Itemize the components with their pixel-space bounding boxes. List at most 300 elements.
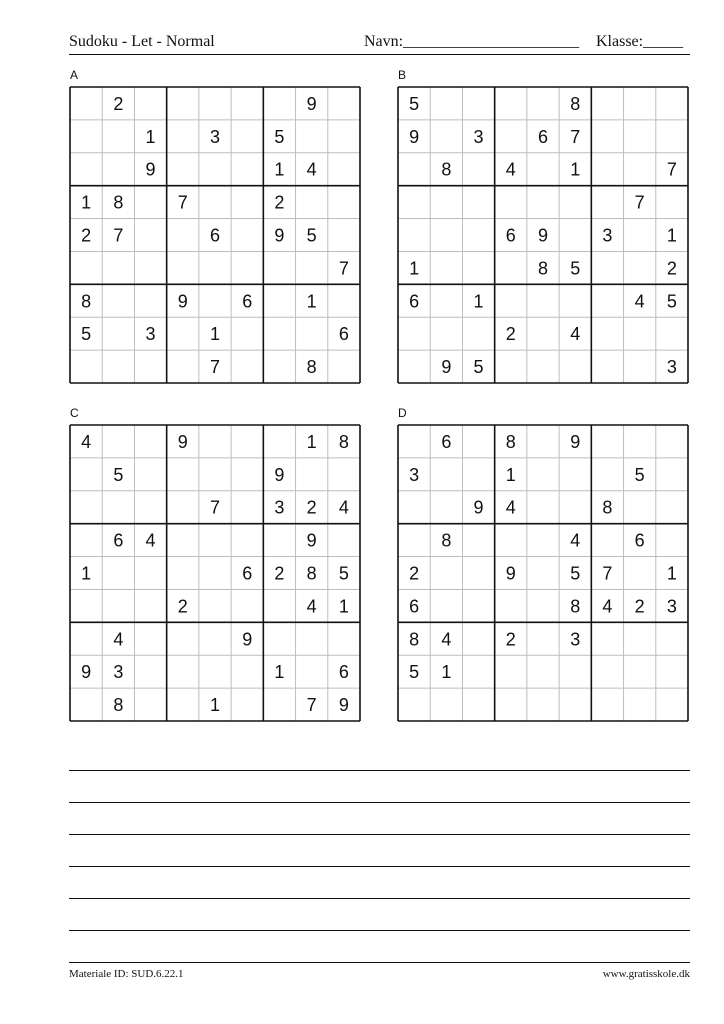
sudoku-cell[interactable] xyxy=(591,317,623,350)
sudoku-cell[interactable] xyxy=(328,87,360,120)
given-digit: 4 xyxy=(602,596,613,617)
given-digit: 1 xyxy=(145,126,156,147)
given-digit: 8 xyxy=(441,530,452,551)
sudoku-cell[interactable] xyxy=(199,655,231,688)
sudoku-cell[interactable] xyxy=(656,688,688,721)
sudoku-cell[interactable] xyxy=(527,350,559,383)
sudoku-cell[interactable] xyxy=(199,153,231,186)
sudoku-cell[interactable] xyxy=(167,219,199,252)
writing-line[interactable] xyxy=(69,866,690,867)
sudoku-board xyxy=(397,424,689,722)
sudoku-cell[interactable] xyxy=(231,317,263,350)
given-digit: 5 xyxy=(81,324,92,345)
sudoku-cell[interactable] xyxy=(199,458,231,491)
sudoku-cell[interactable] xyxy=(591,284,623,317)
sudoku-cell[interactable] xyxy=(263,589,295,622)
sudoku-cell[interactable] xyxy=(495,688,527,721)
sudoku-cell[interactable] xyxy=(134,251,166,284)
given-digit: 7 xyxy=(177,192,188,213)
sudoku-cell[interactable] xyxy=(328,120,360,153)
given-digit: 5 xyxy=(570,258,581,279)
given-digit: 2 xyxy=(274,192,285,213)
sudoku-cell[interactable] xyxy=(231,458,263,491)
sudoku-cell[interactable] xyxy=(263,284,295,317)
sudoku-cell[interactable] xyxy=(134,491,166,524)
sudoku-cell[interactable] xyxy=(591,251,623,284)
website-link[interactable]: www.gratisskole.dk xyxy=(602,968,690,980)
sudoku-cell[interactable] xyxy=(462,622,494,655)
given-digit: 3 xyxy=(666,357,677,378)
sudoku-cell[interactable] xyxy=(296,622,328,655)
sudoku-cell[interactable] xyxy=(296,251,328,284)
sudoku-cell[interactable] xyxy=(167,317,199,350)
sudoku-cell[interactable] xyxy=(591,688,623,721)
given-digit: 4 xyxy=(145,530,156,551)
sudoku-cell[interactable] xyxy=(70,153,102,186)
sudoku-cell[interactable] xyxy=(328,219,360,252)
sudoku-cell[interactable] xyxy=(624,557,656,590)
sudoku-cell[interactable] xyxy=(527,186,559,219)
sudoku-cell[interactable] xyxy=(591,186,623,219)
given-digit: 6 xyxy=(537,126,549,147)
given-digit: 2 xyxy=(81,225,92,246)
given-digit: 1 xyxy=(306,431,317,452)
sudoku-cell[interactable] xyxy=(263,524,295,557)
sudoku-cell[interactable] xyxy=(527,425,559,458)
sudoku-cell[interactable] xyxy=(624,317,656,350)
given-digit: 2 xyxy=(505,629,516,650)
sudoku-cell[interactable] xyxy=(167,557,199,590)
sudoku-cell[interactable] xyxy=(134,219,166,252)
given-digit: 9 xyxy=(274,225,285,246)
sudoku-cell[interactable] xyxy=(527,655,559,688)
writing-line[interactable] xyxy=(69,898,690,899)
sudoku-cell[interactable] xyxy=(398,317,430,350)
sudoku-cell[interactable] xyxy=(296,120,328,153)
sudoku-cell[interactable] xyxy=(462,219,494,252)
sudoku-cell[interactable] xyxy=(231,425,263,458)
sudoku-cell[interactable] xyxy=(430,688,462,721)
sudoku-cell[interactable] xyxy=(624,688,656,721)
sudoku-cell[interactable] xyxy=(167,120,199,153)
sudoku-cell[interactable] xyxy=(430,219,462,252)
sudoku-cell[interactable] xyxy=(430,186,462,219)
class-field[interactable]: Klasse:_____ xyxy=(596,33,684,50)
sudoku-cell[interactable] xyxy=(199,251,231,284)
sudoku-cell[interactable] xyxy=(102,317,134,350)
writing-line[interactable] xyxy=(69,930,690,931)
given-digit: 4 xyxy=(505,497,516,518)
sudoku-cell[interactable] xyxy=(263,251,295,284)
sudoku-cell[interactable] xyxy=(656,655,688,688)
given-digit: 4 xyxy=(570,530,581,551)
sudoku-cell[interactable] xyxy=(495,524,527,557)
sudoku-cell[interactable] xyxy=(398,350,430,383)
sudoku-cell[interactable] xyxy=(134,458,166,491)
given-digit: 9 xyxy=(505,563,516,584)
sudoku-cell[interactable] xyxy=(134,655,166,688)
given-digit: 8 xyxy=(113,192,124,213)
sudoku-cell[interactable] xyxy=(527,688,559,721)
sudoku-cell[interactable] xyxy=(134,622,166,655)
sudoku-cell[interactable] xyxy=(296,317,328,350)
given-digit: 9 xyxy=(81,662,92,683)
given-digit: 3 xyxy=(473,126,484,147)
sudoku-cell[interactable] xyxy=(102,153,134,186)
sudoku-cell[interactable] xyxy=(70,87,102,120)
sudoku-cell[interactable] xyxy=(231,589,263,622)
sudoku-cell[interactable] xyxy=(591,622,623,655)
given-digit: 8 xyxy=(113,695,124,716)
sudoku-cell[interactable] xyxy=(495,589,527,622)
given-digit: 6 xyxy=(209,225,221,246)
given-digit: 9 xyxy=(441,357,452,378)
sudoku-cell[interactable] xyxy=(495,655,527,688)
sudoku-cell[interactable] xyxy=(430,589,462,622)
sudoku-cell[interactable] xyxy=(430,120,462,153)
sudoku-cell[interactable] xyxy=(430,284,462,317)
sudoku-cell[interactable] xyxy=(527,87,559,120)
sudoku-cell[interactable] xyxy=(70,589,102,622)
sudoku-cell[interactable] xyxy=(559,186,591,219)
given-digit: 6 xyxy=(338,662,349,683)
sudoku-grid-d xyxy=(397,424,687,720)
sudoku-cell[interactable] xyxy=(231,120,263,153)
sudoku-cell[interactable] xyxy=(263,350,295,383)
sudoku-board xyxy=(69,86,361,384)
puzzle-label-a: A xyxy=(70,68,79,82)
given-digit: 8 xyxy=(306,357,317,378)
sudoku-cell[interactable] xyxy=(263,688,295,721)
sudoku-cell[interactable] xyxy=(167,458,199,491)
sudoku-cell[interactable] xyxy=(70,688,102,721)
sudoku-cell[interactable] xyxy=(624,87,656,120)
sudoku-cell[interactable] xyxy=(102,425,134,458)
sudoku-cell[interactable] xyxy=(199,589,231,622)
sudoku-cell[interactable] xyxy=(328,622,360,655)
given-digit: 9 xyxy=(338,695,349,716)
sudoku-cell[interactable] xyxy=(167,688,199,721)
given-digit: 3 xyxy=(209,126,221,147)
sudoku-cell[interactable] xyxy=(430,317,462,350)
sudoku-cell[interactable] xyxy=(398,491,430,524)
sudoku-cell[interactable] xyxy=(199,186,231,219)
sudoku-cell[interactable] xyxy=(263,622,295,655)
sudoku-cell[interactable] xyxy=(328,458,360,491)
sudoku-cell[interactable] xyxy=(398,688,430,721)
sudoku-cell[interactable] xyxy=(462,524,494,557)
sudoku-cell[interactable] xyxy=(495,251,527,284)
sudoku-cell[interactable] xyxy=(527,284,559,317)
given-digit: 6 xyxy=(242,563,253,584)
given-digit: 8 xyxy=(81,291,92,312)
sudoku-cell[interactable] xyxy=(559,350,591,383)
sudoku-cell[interactable] xyxy=(102,589,134,622)
sudoku-cell[interactable] xyxy=(328,153,360,186)
given-digit: 8 xyxy=(409,629,420,650)
sudoku-cell[interactable] xyxy=(656,425,688,458)
sudoku-cell[interactable] xyxy=(167,251,199,284)
sudoku-cell[interactable] xyxy=(462,655,494,688)
sudoku-cell[interactable] xyxy=(624,350,656,383)
given-digit: 5 xyxy=(666,291,677,312)
given-digit: 1 xyxy=(338,596,349,617)
sudoku-cell[interactable] xyxy=(656,186,688,219)
sudoku-cell[interactable] xyxy=(134,284,166,317)
given-digit: 3 xyxy=(409,464,420,485)
sudoku-cell[interactable] xyxy=(199,284,231,317)
sudoku-cell[interactable] xyxy=(430,458,462,491)
sudoku-cell[interactable] xyxy=(134,186,166,219)
sudoku-cell[interactable] xyxy=(656,120,688,153)
sudoku-cell[interactable] xyxy=(70,622,102,655)
sudoku-cell[interactable] xyxy=(430,491,462,524)
sudoku-cell[interactable] xyxy=(462,557,494,590)
sudoku-cell[interactable] xyxy=(527,524,559,557)
given-digit: 9 xyxy=(570,431,581,452)
sudoku-cell[interactable] xyxy=(624,153,656,186)
sudoku-cell[interactable] xyxy=(591,87,623,120)
given-digit: 4 xyxy=(570,324,581,345)
sudoku-cell[interactable] xyxy=(656,524,688,557)
sudoku-cell[interactable] xyxy=(134,425,166,458)
sudoku-cell[interactable] xyxy=(231,688,263,721)
sudoku-cell[interactable] xyxy=(167,524,199,557)
writing-line[interactable] xyxy=(69,802,690,803)
sudoku-cell[interactable] xyxy=(296,458,328,491)
sudoku-cell[interactable] xyxy=(231,251,263,284)
sudoku-cell[interactable] xyxy=(624,491,656,524)
sudoku-cell[interactable] xyxy=(134,557,166,590)
sudoku-cell[interactable] xyxy=(199,425,231,458)
given-digit: 9 xyxy=(306,530,317,551)
given-digit: 5 xyxy=(113,464,124,485)
sudoku-cell[interactable] xyxy=(231,87,263,120)
sudoku-cell[interactable] xyxy=(102,251,134,284)
sudoku-cell[interactable] xyxy=(462,458,494,491)
sudoku-cell[interactable] xyxy=(591,458,623,491)
sudoku-cell[interactable] xyxy=(102,491,134,524)
writing-line[interactable] xyxy=(69,770,690,771)
sudoku-cell[interactable] xyxy=(462,251,494,284)
given-digit: 9 xyxy=(537,225,549,246)
sudoku-cell[interactable] xyxy=(462,688,494,721)
sudoku-cell[interactable] xyxy=(328,186,360,219)
sudoku-cell[interactable] xyxy=(527,622,559,655)
sudoku-cell[interactable] xyxy=(559,491,591,524)
sudoku-cell[interactable] xyxy=(398,186,430,219)
sudoku-cell[interactable] xyxy=(70,458,102,491)
sudoku-cell[interactable] xyxy=(624,251,656,284)
sudoku-cell[interactable] xyxy=(102,350,134,383)
sudoku-cell[interactable] xyxy=(495,186,527,219)
sudoku-cell[interactable] xyxy=(231,655,263,688)
sudoku-cell[interactable] xyxy=(527,458,559,491)
sudoku-cell[interactable] xyxy=(398,524,430,557)
sudoku-cell[interactable] xyxy=(167,622,199,655)
sudoku-cell[interactable] xyxy=(70,350,102,383)
sudoku-cell[interactable] xyxy=(559,688,591,721)
given-digit: 6 xyxy=(338,324,349,345)
sudoku-cell[interactable] xyxy=(167,87,199,120)
sudoku-cell[interactable] xyxy=(199,524,231,557)
sudoku-cell[interactable] xyxy=(296,186,328,219)
given-digit: 8 xyxy=(570,596,581,617)
given-digit: 1 xyxy=(505,464,516,485)
given-digit: 2 xyxy=(666,258,677,279)
sudoku-cell[interactable] xyxy=(167,153,199,186)
sudoku-cell[interactable] xyxy=(199,557,231,590)
sudoku-cell[interactable] xyxy=(328,524,360,557)
sudoku-cell[interactable] xyxy=(591,153,623,186)
sudoku-cell[interactable] xyxy=(559,219,591,252)
sudoku-cell[interactable] xyxy=(263,317,295,350)
sudoku-cell[interactable] xyxy=(462,317,494,350)
given-digit: 3 xyxy=(570,629,581,650)
sudoku-cell[interactable] xyxy=(624,655,656,688)
sudoku-cell[interactable] xyxy=(167,491,199,524)
sudoku-cell[interactable] xyxy=(462,87,494,120)
sudoku-cell[interactable] xyxy=(328,284,360,317)
sudoku-cell[interactable] xyxy=(624,120,656,153)
sudoku-cell[interactable] xyxy=(527,557,559,590)
header-divider xyxy=(69,54,690,55)
sudoku-cell[interactable] xyxy=(398,153,430,186)
sudoku-cell[interactable] xyxy=(559,284,591,317)
sudoku-cell[interactable] xyxy=(134,589,166,622)
sudoku-cell[interactable] xyxy=(102,120,134,153)
given-digit: 1 xyxy=(666,225,677,246)
given-digit: 4 xyxy=(634,291,645,312)
given-digit: 1 xyxy=(409,258,420,279)
given-digit: 9 xyxy=(145,159,156,180)
sudoku-board xyxy=(397,86,689,384)
sudoku-cell[interactable] xyxy=(624,219,656,252)
sudoku-cell[interactable] xyxy=(591,425,623,458)
given-digit: 1 xyxy=(473,291,484,312)
sudoku-cell[interactable] xyxy=(231,153,263,186)
sudoku-cell[interactable] xyxy=(559,458,591,491)
given-digit: 8 xyxy=(570,93,581,114)
sudoku-cell[interactable] xyxy=(231,219,263,252)
given-digit: 9 xyxy=(306,93,317,114)
given-digit: 8 xyxy=(441,159,452,180)
writing-line[interactable] xyxy=(69,834,690,835)
sudoku-cell[interactable] xyxy=(656,491,688,524)
given-digit: 1 xyxy=(209,324,221,345)
given-digit: 9 xyxy=(177,431,188,452)
sudoku-cell[interactable] xyxy=(296,655,328,688)
sudoku-cell[interactable] xyxy=(656,87,688,120)
sudoku-cell[interactable] xyxy=(199,622,231,655)
sudoku-cell[interactable] xyxy=(591,350,623,383)
sudoku-cell[interactable] xyxy=(591,120,623,153)
sudoku-cell[interactable] xyxy=(527,589,559,622)
sudoku-cell[interactable] xyxy=(656,622,688,655)
sudoku-grid-b xyxy=(397,86,687,382)
sudoku-board xyxy=(69,424,361,722)
sudoku-cell[interactable] xyxy=(430,251,462,284)
sudoku-cell[interactable] xyxy=(495,284,527,317)
sudoku-cell[interactable] xyxy=(167,350,199,383)
sudoku-cell[interactable] xyxy=(656,317,688,350)
sudoku-cell[interactable] xyxy=(527,317,559,350)
given-digit: 4 xyxy=(81,431,92,452)
given-digit: 8 xyxy=(602,497,613,518)
given-digit: 1 xyxy=(81,192,92,213)
given-digit: 2 xyxy=(274,563,285,584)
sudoku-cell[interactable] xyxy=(462,589,494,622)
sudoku-cell[interactable] xyxy=(231,186,263,219)
sudoku-cell[interactable] xyxy=(70,524,102,557)
sudoku-cell[interactable] xyxy=(134,688,166,721)
given-digit: 1 xyxy=(274,662,285,683)
sudoku-cell[interactable] xyxy=(263,87,295,120)
given-digit: 1 xyxy=(274,159,285,180)
sudoku-cell[interactable] xyxy=(134,350,166,383)
sudoku-cell[interactable] xyxy=(167,655,199,688)
given-digit: 7 xyxy=(113,225,124,246)
sudoku-cell[interactable] xyxy=(430,87,462,120)
name-field[interactable]: Navn:______________________ xyxy=(364,33,580,50)
given-digit: 7 xyxy=(209,497,221,518)
given-digit: 9 xyxy=(274,464,285,485)
sudoku-cell[interactable] xyxy=(70,120,102,153)
sudoku-cell[interactable] xyxy=(462,153,494,186)
given-digit: 3 xyxy=(602,225,613,246)
sudoku-cell[interactable] xyxy=(462,186,494,219)
sudoku-cell[interactable] xyxy=(102,284,134,317)
given-digit: 3 xyxy=(274,497,285,518)
sudoku-cell[interactable] xyxy=(199,87,231,120)
sudoku-cell[interactable] xyxy=(591,524,623,557)
sudoku-cell[interactable] xyxy=(231,491,263,524)
sudoku-cell[interactable] xyxy=(624,425,656,458)
sudoku-cell[interactable] xyxy=(495,350,527,383)
sudoku-cell[interactable] xyxy=(398,425,430,458)
given-digit: 4 xyxy=(306,596,317,617)
sudoku-cell[interactable] xyxy=(527,153,559,186)
sudoku-cell[interactable] xyxy=(231,524,263,557)
sudoku-cell[interactable] xyxy=(559,655,591,688)
sudoku-cell[interactable] xyxy=(398,219,430,252)
given-digit: 9 xyxy=(409,126,420,147)
given-digit: 5 xyxy=(274,126,285,147)
given-digit: 4 xyxy=(505,159,516,180)
sudoku-cell[interactable] xyxy=(328,350,360,383)
sudoku-cell[interactable] xyxy=(527,491,559,524)
sudoku-cell[interactable] xyxy=(231,350,263,383)
sudoku-cell[interactable] xyxy=(430,557,462,590)
sudoku-cell[interactable] xyxy=(134,87,166,120)
given-digit: 6 xyxy=(242,291,253,312)
puzzle-label-b: B xyxy=(398,68,407,82)
puzzle-label-d: D xyxy=(398,406,407,420)
sudoku-cell[interactable] xyxy=(656,458,688,491)
given-digit: 2 xyxy=(177,596,188,617)
given-digit: 2 xyxy=(409,563,420,584)
sudoku-cell[interactable] xyxy=(624,622,656,655)
sudoku-cell[interactable] xyxy=(495,120,527,153)
given-digit: 7 xyxy=(666,159,677,180)
sudoku-cell[interactable] xyxy=(70,251,102,284)
sudoku-cell[interactable] xyxy=(462,425,494,458)
sudoku-cell[interactable] xyxy=(70,491,102,524)
sudoku-cell[interactable] xyxy=(263,425,295,458)
sudoku-cell[interactable] xyxy=(102,557,134,590)
sudoku-cell[interactable] xyxy=(591,655,623,688)
sudoku-cell[interactable] xyxy=(495,87,527,120)
